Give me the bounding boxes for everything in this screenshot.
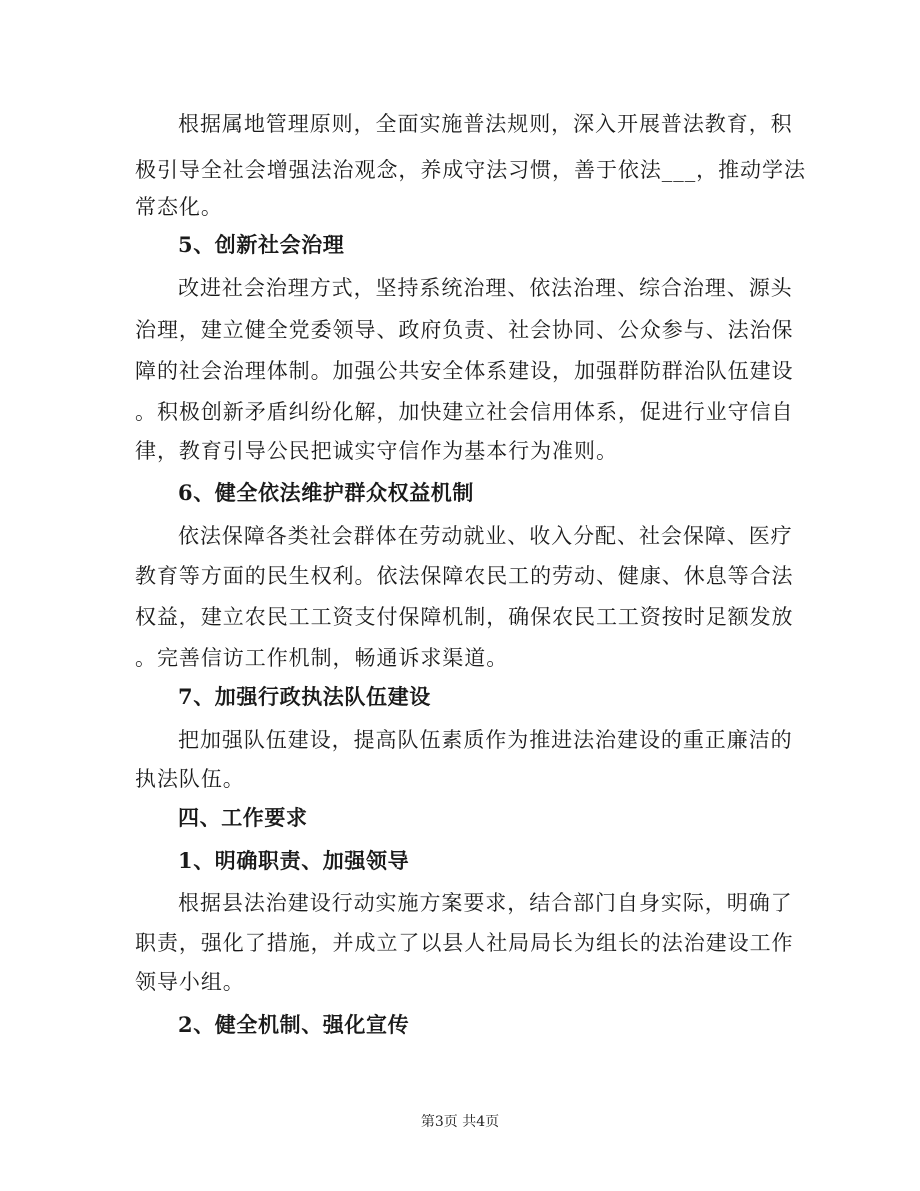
paragraph-line: 律，教育引导公民把诚实守信作为基本行为准则。 <box>135 439 618 463</box>
paragraph-line: 教育等方面的民生权利。依法保障农民工的劳动、健康、休息等合法 <box>135 564 794 588</box>
paragraph-line: 根据县法治建设行动实施方案要求，结合部门自身实际，明确了 <box>178 891 793 915</box>
page-number-footer: 第3页 共4页 <box>420 1114 500 1130</box>
paragraph-line: 执法队伍。 <box>135 767 245 791</box>
paragraph-line: 根据属地管理原则，全面实施普法规则，深入开展普法教育，积 <box>178 112 793 136</box>
paragraph-line: 障的社会治理体制。加强公共安全体系建设，加强群防群治队伍建设 <box>135 359 794 383</box>
paragraph-line: 。完善信访工作机制，畅通诉求渠道。 <box>135 646 509 670</box>
section-heading-6: 6、健全依法维护群众权益机制 <box>178 480 475 505</box>
section-heading-2: 2、健全机制、强化宣传 <box>178 1012 410 1037</box>
section-heading-7: 7、加强行政执法队伍建设 <box>178 684 431 709</box>
paragraph-line: 把加强队伍建设，提高队伍素质作为推进法治建设的重正廉洁的 <box>178 728 793 752</box>
paragraph-line: 改进社会治理方式，坚持系统治理、依法治理、综合治理、源头 <box>178 276 793 300</box>
paragraph-line: 常态化。 <box>135 195 223 219</box>
paragraph-line: 依法保障各类社会群体在劳动就业、收入分配、社会保障、医疗 <box>178 524 793 548</box>
section-heading-1: 1、明确职责、加强领导 <box>178 848 410 873</box>
paragraph-line: 。积极创新矛盾纠纷化解，加快建立社会信用体系，促进行业守信自 <box>135 400 794 424</box>
paragraph-line: 职责，强化了措施，并成立了以县人社局局长为组长的法治建设工作 <box>135 931 794 955</box>
paragraph-line: 治理，建立健全党委领导、政府负责、社会协同、公众参与、法治保 <box>135 318 794 342</box>
section-heading-four: 四、工作要求 <box>178 805 308 830</box>
section-heading-5: 5、创新社会治理 <box>178 232 345 257</box>
paragraph-line: 领导小组。 <box>135 970 245 994</box>
paragraph-line: 极引导全社会增强法治观念，养成守法习惯，善于依法___，推动学法 <box>135 158 806 182</box>
paragraph-line: 权益，建立农民工工资支付保障机制，确保农民工工资按时足额发放 <box>135 605 794 629</box>
